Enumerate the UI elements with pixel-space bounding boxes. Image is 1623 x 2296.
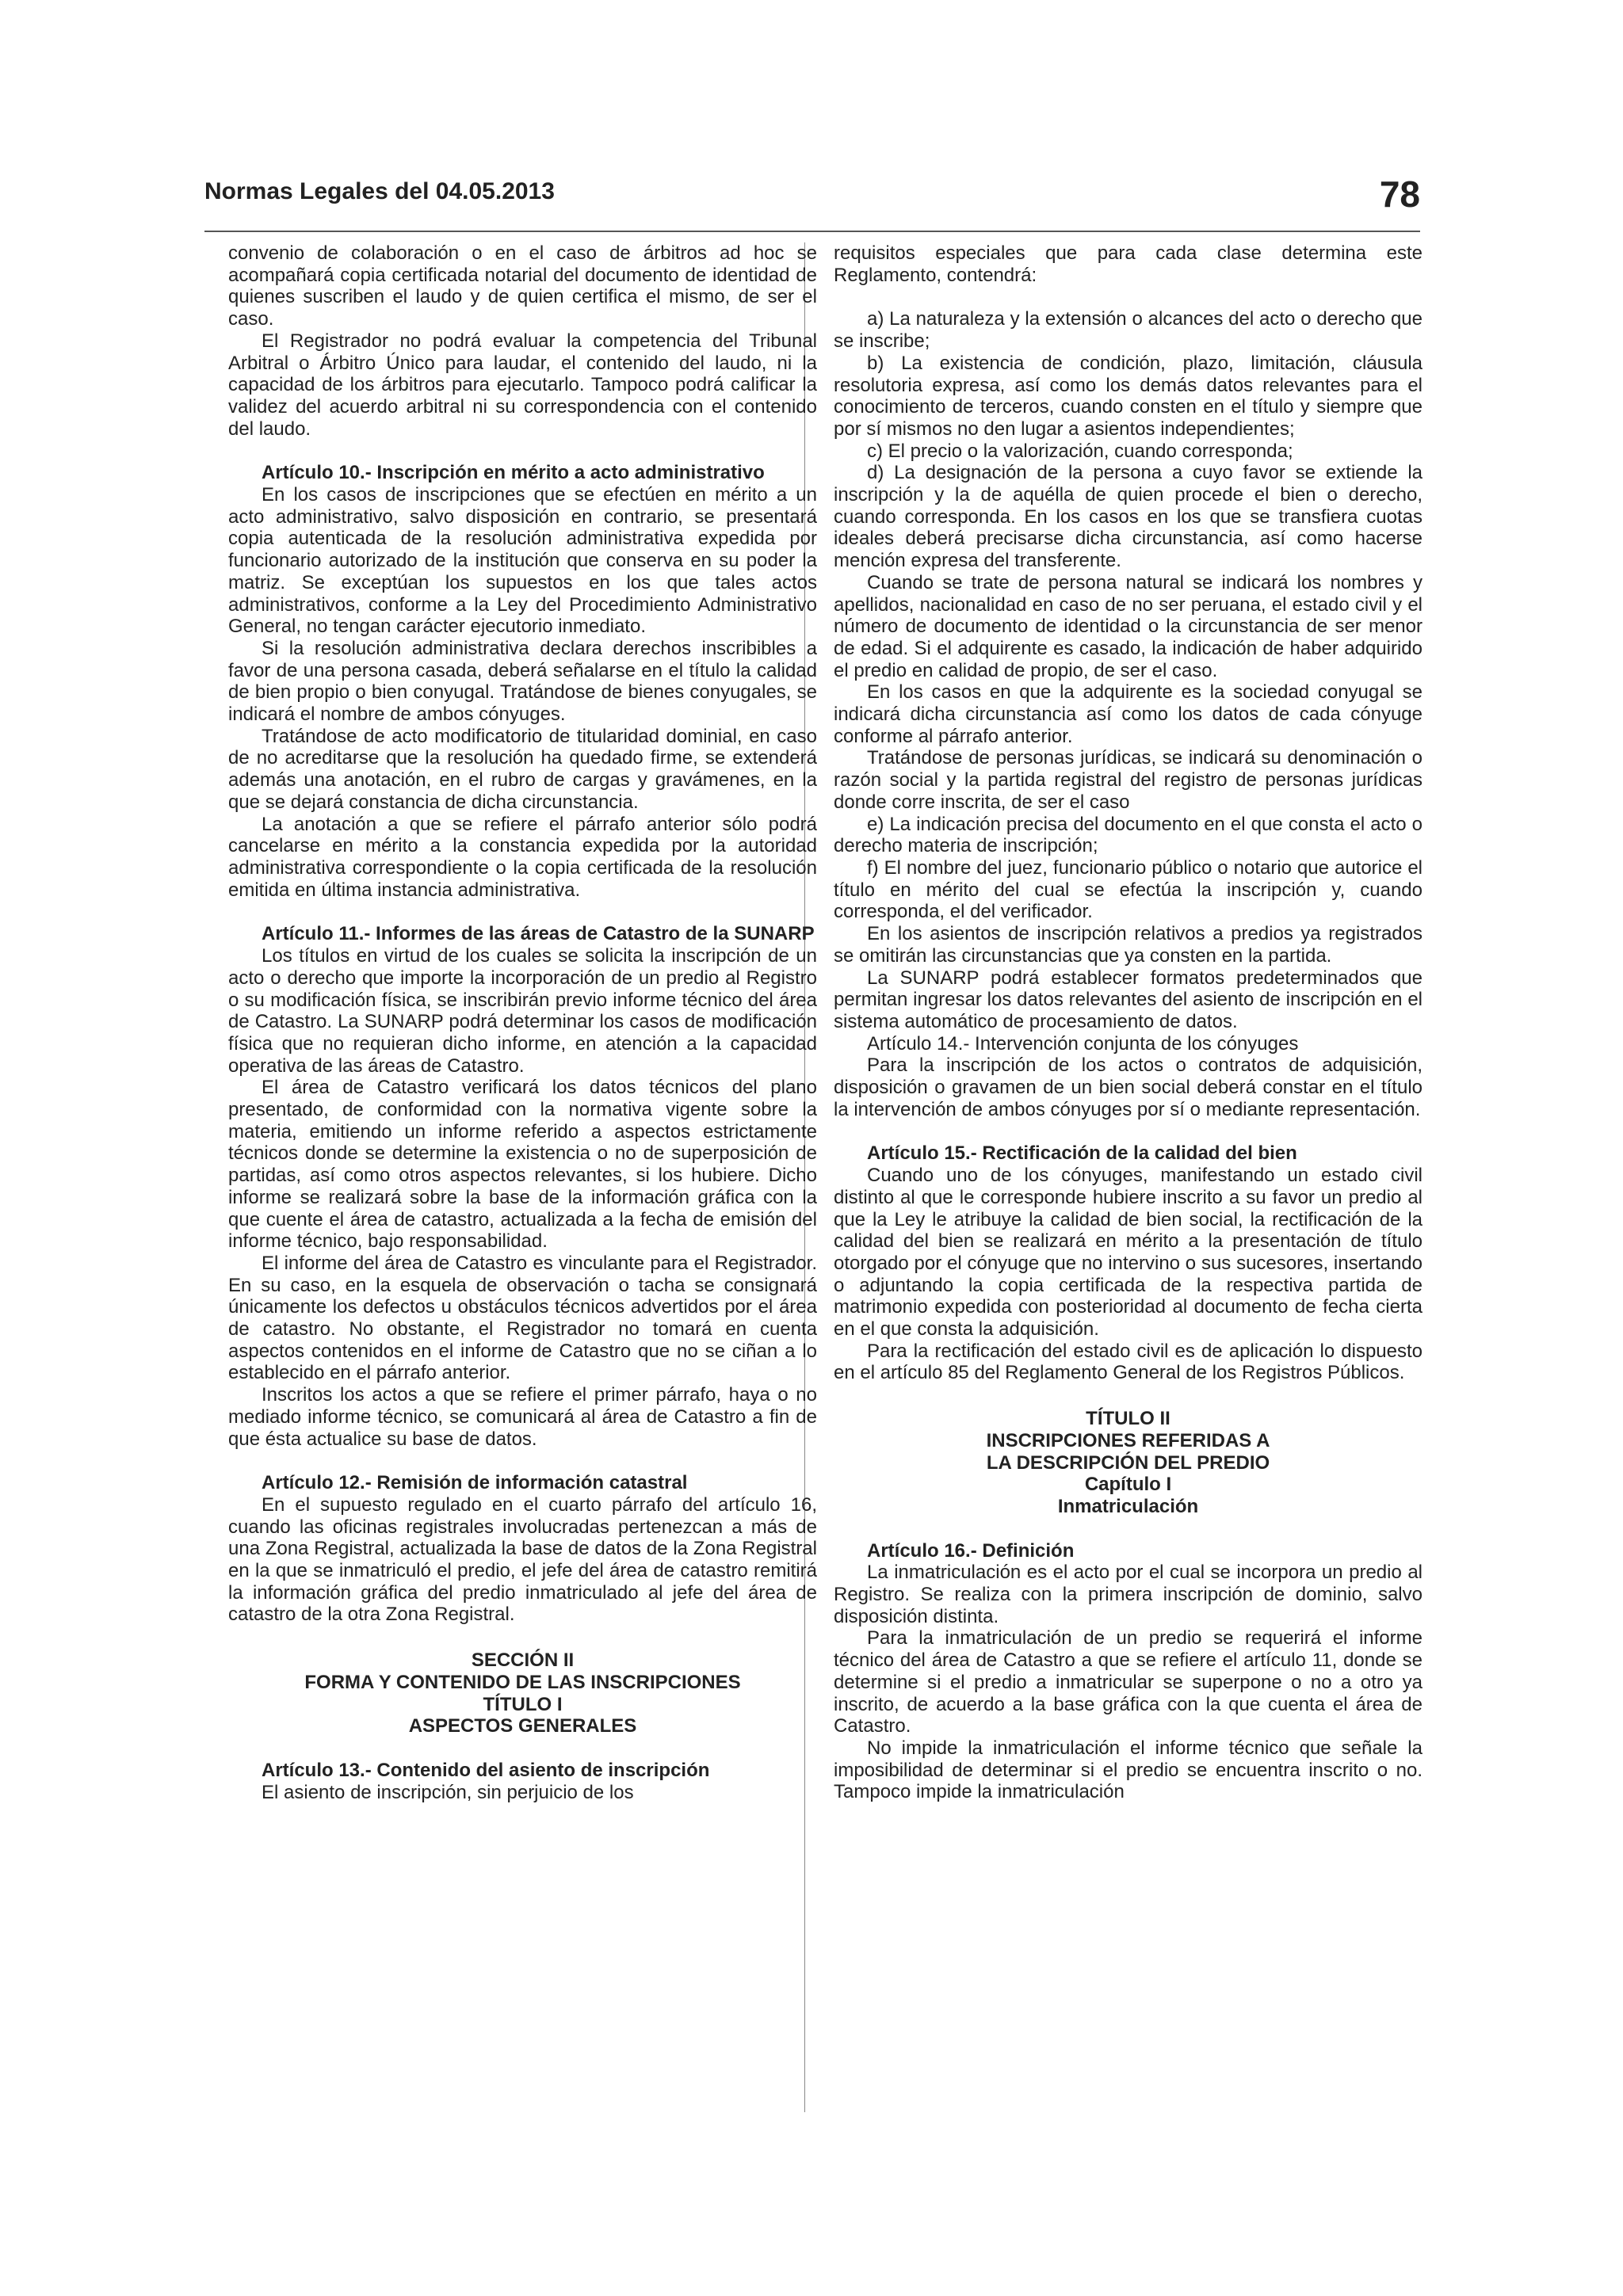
paragraph: En los casos de inscripciones que se efectúen en mérito a un acto administrativo, salvo disposición en contrario, se presentará copia autenticada de la resolución administrativa expedida por funcionario autorizado de la institución que conserva en su poder la matriz. Se exceptúan los supuestos en los que tales actos administrativos, conforme a la Ley del Procedimiento Administrativo General, no tengan carácter ejecutorio inmediato. — [228, 484, 817, 638]
paragraph: Cuando se trate de persona natural se indicará los nombres y apellidos, nacionalidad en caso de no ser peruana, el estado civil y el número de documento de identidad o la circunstancia de ser menor de edad. Si el adquirente es casado, la indicación de haber adquirido el predio en calidad de propio, de ser el caso. — [834, 571, 1423, 681]
paragraph: Tratándose de personas jurídicas, se indicará su denominación o razón social y la partida registral del registro de personas jurídicas donde corre inscrita, de ser el caso — [834, 747, 1423, 813]
paragraph: Tratándose de acto modificatorio de titularidad dominial, en caso de no acreditarse que la resolución ha quedado firme, se extenderá además una anotación, en el rubro de cargas y gravámenes, en la que se dejará constancia de dicha circunstancia. — [228, 725, 817, 813]
paragraph: Inscritos los actos a que se refiere el primer párrafo, haya o no mediado informe técnico, se comunicará al área de Catastro a fin de que ésta actualice su base de datos. — [228, 1384, 817, 1450]
title-heading: INSCRIPCIONES REFERIDAS A — [986, 1429, 1270, 1451]
paragraph: El informe del área de Catastro es vinculante para el Registrador. En su caso, en la esquela de observación o tacha se consignará únicamente los defectos u obstáculos técnicos advertidos por el área de catastro. No obstante, el Registrador no tomará en cuenta aspectos contenidos en el informe de Catastro que no se ciñan a lo establecido en el párrafo anterior. — [228, 1252, 817, 1384]
paragraph: Cuando uno de los cónyuges, manifestando un estado civil distinto al que le corresponde hubiere inscrito a su favor un predio al que la Ley le atribuye la calidad de bien social, la rectificación de la calidad del bien se realizará en mérito a la presentación de título otorgado por el cónyuge que no intervino o sus sucesores, insertando o adjuntando la copia certificada de la respectiva partida de matrimonio expedida con posterioridad al documento de fecha cierta en el que consta la adquisición. — [834, 1165, 1423, 1341]
article-14-heading: Artículo 14.- Intervención conjunta de los cónyuges — [867, 1032, 1299, 1055]
paragraph: Para la inscripción de los actos o contratos de adquisición, disposición o gravamen de un bien social deberá constar en el título la intervención de ambos cónyuges por sí o mediante representación. — [834, 1055, 1423, 1120]
title-heading: TÍTULO I — [483, 1693, 563, 1715]
list-item: b) La existencia de condición, plazo, limitación, cláusula resolutoria expresa, así como los demás datos relevantes para el conocimiento de terceros, cuando consten en el título y siempre que por sí mismos no den lugar a asientos independientes; — [834, 352, 1423, 440]
header-rule — [204, 231, 1420, 232]
article-13-heading: Artículo 13.- Contenido del asiento de inscripción — [262, 1760, 710, 1781]
paragraph: En el supuesto regulado en el cuarto párrafo del artículo 16, cuando las oficinas registrales involucradas pertenezcan a más de una Zona Registral, actualizada la base de datos de la Zona Registral en la que se inmatriculó el predio, el jefe del área de catastro remitirá la información gráfica del predio inmatriculado al jefe del área de catastro de la otra Zona Registral. — [228, 1493, 817, 1626]
paragraph: No impide la inmatriculación el informe técnico que señale la imposibilidad de determinar si el predio se encuentra inscrito o no. Tampoco impide la inmatriculación — [834, 1737, 1423, 1803]
article-15-heading: Artículo 15.- Rectificación de la calidad del bien — [867, 1142, 1297, 1165]
paragraph: Para la inmatriculación de un predio se requerirá el informe técnico del área de Catastro a que se refiere el artículo 11, donde se determine si el predio a inmatricular se superpone o no a otro ya inscrito, de acuerdo a la base gráfica con la que cuenta el área de Catastro. — [834, 1627, 1423, 1737]
paragraph: El área de Catastro verificará los datos técnicos del plano presentado, de conformidad con la normativa vigente sobre la materia, emitiendo un informe referido a aspectos estrictamente técnicos donde se determine la existencia o no de superposición de partidas, así como otros aspectos relevantes, si los hubiere. Dicho informe se realizará sobre la base de la información gráfica con la que cuente el área de catastro, actualizada a la fecha de emisión del informe técnico, bajo responsabilidad. — [228, 1077, 817, 1253]
list-item: c) El precio o la valorización, cuando corresponda; — [867, 440, 1293, 462]
page-number: 78 — [1379, 174, 1420, 215]
article-12-heading: Artículo 12.- Remisión de información catastral — [262, 1472, 688, 1494]
paragraph: La anotación a que se refiere el párrafo anterior sólo podrá cancelarse en mérito a la constancia expedida por la autoridad administrativa correspondiente o la copia certificada de la resolución emitida en última instancia administrativa. — [228, 813, 817, 901]
paragraph: En los casos en que la adquirente es la sociedad conyugal se indicará dicha circunstancia así como los datos de cada cónyuge conforme al párrafo anterior. — [834, 681, 1423, 747]
title-heading: TÍTULO II — [1086, 1408, 1170, 1430]
list-item: e) La indicación precisa del documento en el que consta el acto o derecho materia de inscripción; — [834, 813, 1423, 857]
paragraph: convenio de colaboración o en el caso de árbitros ad hoc se acompañará copia certificada notarial del documento de identidad de quienes suscriben el laudo y de quien certifica el mismo, de ser el caso. — [228, 242, 817, 330]
section-heading: SECCIÓN II — [471, 1650, 575, 1672]
paragraph: La SUNARP podrá establecer formatos predeterminados que permitan ingresar los datos relevantes del asiento de inscripción en el sistema automático de procesamiento de datos. — [834, 967, 1423, 1032]
list-item: d) La designación de la persona a cuyo favor se extiende la inscripción y la de aquélla de quien procede el bien o derecho, cuando corresponda. En los casos en los que se transfiera cuotas ideales deberá precisarse dicha circunstancia, así como hacerse mención expresa del transferente. — [834, 462, 1423, 572]
article-10-heading: Artículo 10.- Inscripción en mérito a acto administrativo — [262, 462, 765, 484]
paragraph: La inmatriculación es el acto por el cual se incorpora un predio al Registro. Se realiza con la primera inscripción de dominio, salvo disposición distinta. — [834, 1562, 1423, 1627]
paragraph: Si la resolución administrativa declara derechos inscribibles a favor de una persona casada, deberá señalarse en el título la calidad de bien propio o bien conyugal. Tratándose de bienes conyugales, se indicará el nombre de ambos cónyuges. — [228, 637, 817, 726]
article-16-heading: Artículo 16.- Definición — [867, 1539, 1075, 1562]
running-header-title: Normas Legales del 04.05.2013 — [204, 178, 555, 204]
left-column — [228, 242, 817, 1803]
paragraph: Los títulos en virtud de los cuales se solicita la inscripción de un acto o derecho que importe la incorporación de un predio al Registro o su modificación física, se inscribirán previo informe técnico del área de Catastro. La SUNARP podrá determinar los casos de modificación física que no requieran dicho informe, en atención a la capacidad operativa de las áreas de Catastro. — [228, 945, 817, 1077]
title-heading: LA DESCRIPCIÓN DEL PREDIO — [986, 1451, 1270, 1474]
paragraph: requisitos especiales que para cada clase determina este Reglamento, contendrá: — [834, 242, 1423, 286]
paragraph: El Registrador no podrá evaluar la competencia del Tribunal Arbitral o Árbitro Único para laudar, el contenido del laudo, ni la capacidad de los árbitros para ejecutarlo. Tampoco podrá calificar la validez del acuerdo arbitral ni su correspondencia con el contenido del laudo. — [228, 330, 817, 440]
title-heading: ASPECTOS GENERALES — [408, 1715, 637, 1737]
paragraph: En los asientos de inscripción relativos a predios ya registrados se omitirán las circunstancias que ya consten en la partida. — [834, 923, 1423, 967]
chapter-heading: Capítulo I — [1084, 1474, 1172, 1496]
paragraph: El asiento de inscripción, sin perjuicio de los — [262, 1781, 634, 1803]
list-item: a) La naturaleza y la extensión o alcances del acto o derecho que se inscribe; — [834, 308, 1423, 353]
article-11-heading: Artículo 11.- Informes de las áreas de Catastro de la SUNARP — [262, 923, 815, 945]
list-item: f) El nombre del juez, funcionario público o notario que autorice el título en mérito del cual se efectúa la inscripción y, cuando corresponda, el del verificador. — [834, 856, 1423, 923]
chapter-heading: Inmatriculación — [1057, 1495, 1199, 1517]
section-heading: FORMA Y CONTENIDO DE LAS INSCRIPCIONES — [304, 1671, 741, 1693]
paragraph: Para la rectificación del estado civil es de aplicación lo dispuesto en el artículo 85 del Reglamento General de los Registros Públicos. — [834, 1340, 1423, 1384]
right-column — [834, 242, 1423, 1803]
